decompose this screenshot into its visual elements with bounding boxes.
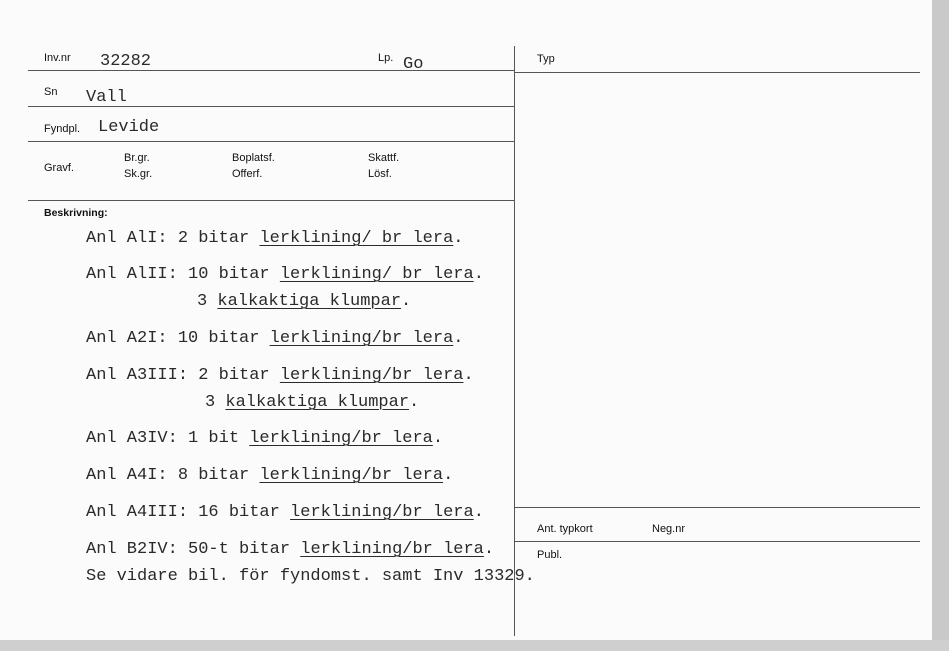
losf-label: Lösf. xyxy=(368,168,392,180)
br-gr-label: Br.gr. xyxy=(124,152,150,164)
card-edge-shadow-bottom xyxy=(0,640,949,651)
description-line: 3 kalkaktiga klumpar. xyxy=(205,393,420,412)
neg-nr-label: Neg.nr xyxy=(652,523,686,535)
row-line-fyndpl xyxy=(28,141,514,142)
skattf-label: Skattf. xyxy=(368,152,400,164)
sn-value: Vall xyxy=(86,88,127,107)
row-line-publ xyxy=(515,541,920,542)
fyndpl-label: Fyndpl. xyxy=(44,123,81,135)
description-line: Anl AlII: 10 bitar lerklining/ br lera. xyxy=(86,265,484,284)
description-line: Anl A4I: 8 bitar lerklining/br lera. xyxy=(86,466,454,485)
inv-nr-label: Inv.nr xyxy=(44,52,71,64)
description-line: Anl A4III: 16 bitar lerklining/br lera. xyxy=(86,503,484,522)
description-line: Anl A3III: 2 bitar lerklining/br lera. xyxy=(86,366,474,385)
inv-nr-value: 32282 xyxy=(100,52,152,71)
description-line: Anl AlI: 2 bitar lerklining/ br lera. xyxy=(86,229,464,248)
lp-value: Go xyxy=(403,55,424,74)
row-line-typ xyxy=(515,72,920,73)
boplatsf-label: Boplatsf. xyxy=(232,152,275,164)
sn-label: Sn xyxy=(44,86,58,98)
publ-label: Publ. xyxy=(537,549,563,561)
row-line-ant-typkort xyxy=(515,507,920,508)
fyndpl-value: Levide xyxy=(98,118,160,137)
offerf-label: Offerf. xyxy=(232,168,263,180)
beskrivning-label: Beskrivning: xyxy=(44,207,108,219)
description-line: Anl A2I: 10 bitar lerklining/br lera. xyxy=(86,329,464,348)
sk-gr-label: Sk.gr. xyxy=(124,168,153,180)
card-edge-shadow-right xyxy=(932,0,949,651)
description-line: 3 kalkaktiga klumpar. xyxy=(197,292,412,311)
row-line-gravf xyxy=(28,200,514,201)
lp-label: Lp. xyxy=(378,52,394,64)
column-divider xyxy=(514,46,515,636)
description-line: Se vidare bil. för fyndomst. samt Inv 13329. xyxy=(86,567,535,586)
description-line: Anl B2IV: 50-t bitar lerklining/br lera. xyxy=(86,540,495,559)
gravf-label: Gravf. xyxy=(44,162,74,174)
description-line: Anl A3IV: 1 bit lerklining/br lera. xyxy=(86,429,444,448)
typ-label: Typ xyxy=(537,53,555,65)
ant-typkort-label: Ant. typkort xyxy=(537,523,593,535)
